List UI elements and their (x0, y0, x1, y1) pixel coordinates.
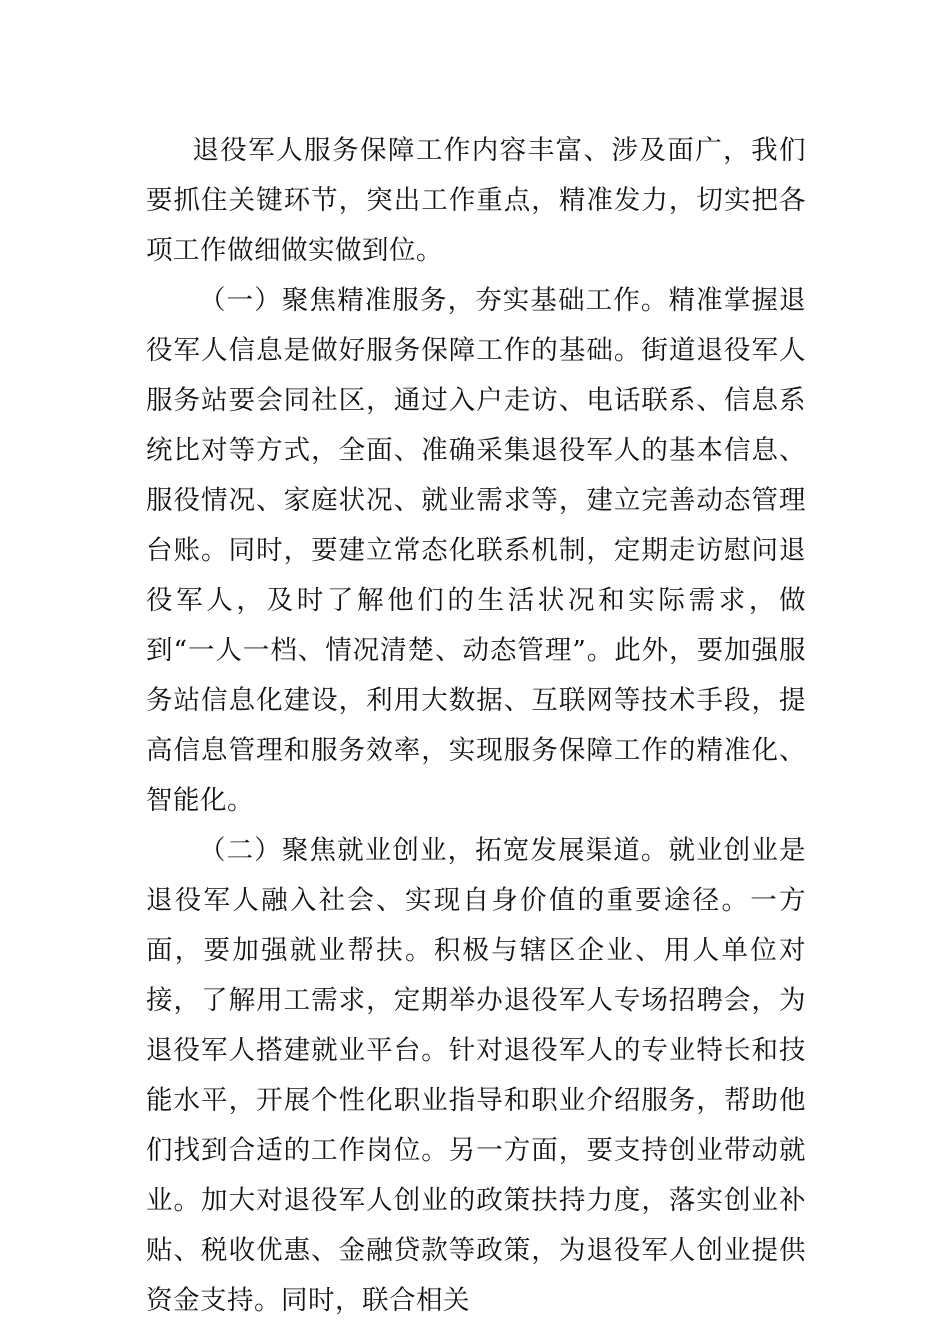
paragraph-section-1: （一）聚焦精准服务，夯实基础工作。精准掌握退役军人信息是做好服务保障工作的基础。街道退役军人服务站要会同社区，通过入户走访、电话联系、信息系统比对等方式，全面、准确采集退役军人的基本信息、服役情况、家庭状况、就业需求等，建立完善动态管理台账。同时，要建立常态化联系机制，定期走访慰问退役军人，及时了解他们的生活状况和实际需求，做到“一人一档、情况清楚、动态管理”。此外，要加强服务站信息化建设，利用大数据、互联网等技术手段，提高信息管理和服务效率，实现服务保障工作的精准化、智能化。 (146, 285, 806, 816)
document-body (146, 126, 806, 1326)
paragraph-section-2: （二）聚焦就业创业，拓宽发展渠道。就业创业是退役军人融入社会、实现自身价值的重要途径。一方面，要加强就业帮扶。积极与辖区企业、用人单位对接，了解用工需求，定期举办退役军人专场招聘会，为退役军人搭建就业平台。针对退役军人的专业特长和技能水平，开展个性化职业指导和职业介绍服务，帮助他们找到合适的工作岗位。另一方面，要支持创业带动就业。加大对退役军人创业的政策扶持力度，落实创业补贴、税收优惠、金融贷款等政策，为退役军人创业提供资金支持。同时，联合相关 (146, 835, 806, 1316)
paragraph-intro: 退役军人服务保障工作内容丰富、涉及面广，我们要抓住关键环节，突出工作重点，精准发力，切实把各项工作做细做实做到位。 (146, 135, 806, 266)
